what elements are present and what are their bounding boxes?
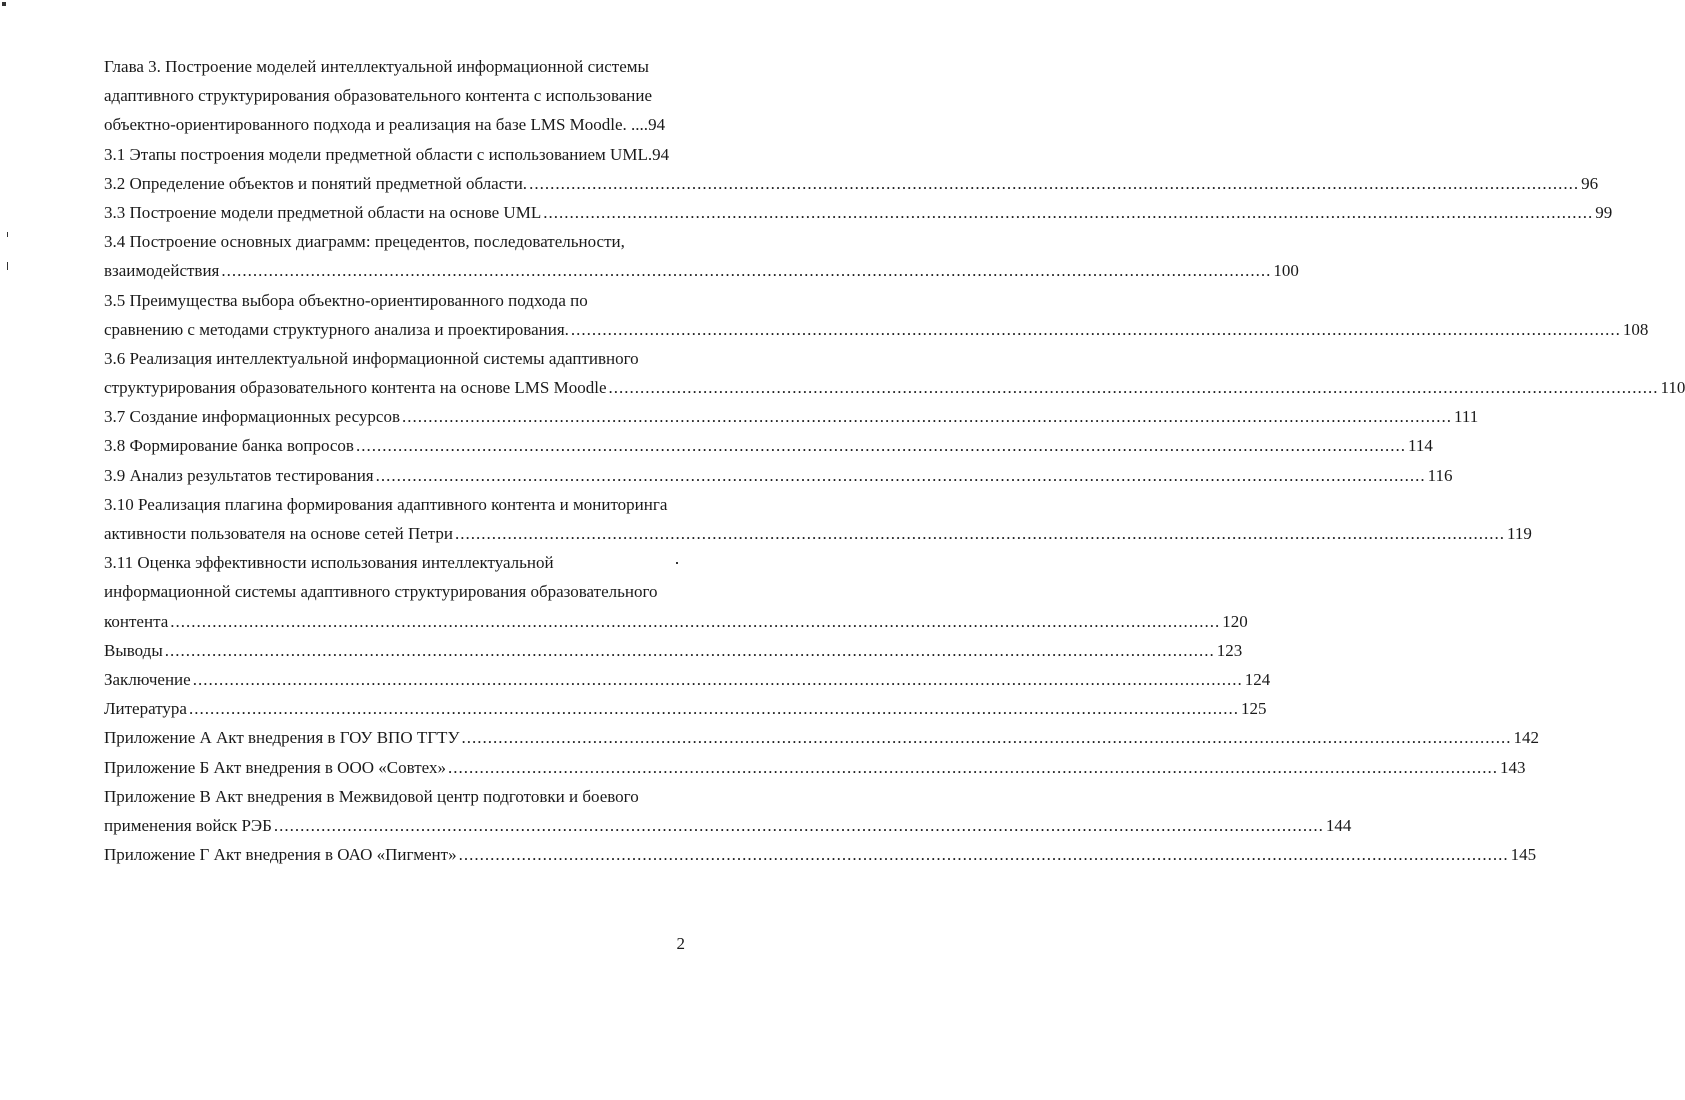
toc-entry-page: 124 [1244,669,1271,689]
toc-entry-page: 125 [1240,699,1267,719]
toc-line [104,577,685,606]
toc-line [104,461,1453,490]
toc-line [104,256,1299,285]
toc-entry-page: 143 [1499,757,1526,777]
toc-entry-title: активности пользователя на основе сетей Петри [104,524,453,543]
scan-artifact [2,2,6,6]
toc-entry-title: информационной системы адаптивного структурирования образовательного [104,582,658,602]
toc-entry [104,636,1243,665]
toc-line [104,52,685,81]
toc-entry-title: 3.11 Оценка эффективности использования интеллектуальной [104,553,554,573]
toc-dot-leader [402,402,1452,431]
toc-entry-page: 142 [1513,728,1539,748]
toc-dot-leader [609,373,1659,402]
toc-line [104,548,685,577]
toc-line [104,753,1526,782]
toc-line [104,519,1532,548]
toc-entry-title: объектно-ориентированного подхода и реализация на базе LMS Moodle. .... [104,115,649,135]
toc-entry-page: 144 [1325,815,1352,835]
toc-entry-page: 94 [648,115,666,135]
toc-entry [104,140,685,169]
toc-entry-title: структурирования образовательного контента на основе LMS Moodle [104,378,607,398]
toc-entry-page: 100 [1273,261,1299,281]
toc-entry-page: 110 [1660,378,1685,398]
toc-entry-title: 3.4 Построение основных диаграмм: прецедентов, последовательности, [104,232,625,252]
toc-entry [104,431,1433,460]
toc-line [104,607,1248,636]
toc-entry-page: 96 [1581,173,1599,193]
toc-entry [104,52,685,140]
toc-dot-leader [189,694,1239,723]
toc-entry [104,490,1532,548]
toc-entry-title: Литература [104,699,187,719]
toc-line [104,373,1685,402]
toc-line [104,840,1537,869]
toc-entry-title: 3.6 Реализация интеллектуальной информационной системы адаптивного [104,348,639,368]
toc-dot-leader [356,431,1406,460]
toc-entry-title: 3.2 Определение объектов и понятий предметной области. [104,173,528,193]
toc-entry [104,840,1537,869]
toc-entry-page: 120 [1222,611,1248,631]
toc-entry-title: Выводы [104,640,163,660]
toc-entry-page: 108 [1622,319,1649,339]
toc-entry-title: взаимодействия [104,261,220,281]
toc-entry-page: 94 [652,144,670,164]
toc-entry [104,286,1649,344]
toc-line [104,665,1271,694]
toc-dot-leader [459,840,1509,869]
toc-entry-title: 3.9 Анализ результатов тестирования [104,465,374,485]
toc-entry [104,344,1685,402]
toc-line [104,81,685,110]
toc-dot-leader [461,723,1511,752]
toc-entry-title: сравнению с методами структурного анализа и проектирования. [104,319,569,339]
toc-line [104,140,685,169]
toc-entry-page: 119 [1507,524,1532,543]
toc-entry-page: 145 [1510,845,1537,865]
toc-line [104,490,685,519]
toc-entry [104,723,1539,752]
toc-dot-leader [455,519,1505,548]
toc-entry-title: Приложение В Акт внедрения в Межвидовой центр подготовки и боевого [104,786,639,806]
toc-line [104,636,1243,665]
toc-entry-title: Приложение Г Акт внедрения в ОАО «Пигмент» [104,845,457,865]
toc-line [104,315,1649,344]
toc-entry-title: применения войск РЭБ [104,815,272,835]
toc-entry-title: контента [104,611,169,631]
page-number: 2 [676,934,685,953]
toc-dot-leader [274,811,1324,840]
toc-dot-leader [448,753,1498,782]
toc-line [104,286,685,315]
toc-entry [104,753,1526,782]
toc-entry [104,227,1299,285]
toc-line [104,402,1479,431]
toc-line [104,169,1599,198]
toc-entry [104,782,1352,840]
toc-line [104,694,1267,723]
toc-entry-title: Глава 3. Построение моделей интеллектуальной информационной системы [104,57,649,76]
toc-entry-title: адаптивного структурирования образовательного контента с использование [104,86,653,106]
toc-dot-leader [376,461,1426,490]
toc-entry [104,665,1271,694]
toc-dot-leader [529,169,1579,198]
toc-dot-leader [170,607,1220,636]
toc-entry-title: 3.1 Этапы построения модели предметной области с использованием UML. [104,144,653,164]
toc-line [104,782,685,811]
toc-entry-page: 99 [1595,202,1613,222]
table-of-contents [104,52,1685,869]
toc-entry-title: 3.8 Формирование банка вопросов [104,436,354,456]
toc-entry [104,402,1479,431]
toc-entry [104,169,1599,198]
toc-entry-page: 116 [1427,465,1453,485]
toc-entry-title: 3.10 Реализация плагина формирования адаптивного контента и мониторинга [104,494,668,514]
toc-dot-leader [165,636,1215,665]
toc-dot-leader [543,198,1593,227]
toc-dot-leader [193,665,1243,694]
toc-entry-title: 3.5 Преимущества выбора объектно-ориентированного подхода по [104,290,588,310]
toc-line [104,198,1613,227]
toc-entry-title: Приложение А Акт внедрения в ГОУ ВПО ТГТУ [104,728,460,748]
toc-line [104,227,685,256]
toc-entry-page: 114 [1407,436,1433,456]
toc-entry-title: Заключение [104,669,191,689]
toc-entry [104,198,1613,227]
toc-entry-title: Приложение Б Акт внедрения в ООО «Совтех» [104,757,446,777]
toc-entry-title: 3.3 Построение модели предметной области на основе UML [104,202,542,222]
scan-artifact [7,262,8,270]
toc-entry-page: 123 [1216,640,1243,660]
toc-entry-title: 3.7 Создание информационных ресурсов [104,407,400,427]
toc-dot-leader [571,315,1621,344]
toc-line [104,344,685,373]
toc-line [104,110,685,139]
toc-entry [104,548,1248,636]
scan-artifact [7,232,8,237]
toc-entry [104,694,1267,723]
toc-entry-page: 111 [1454,407,1479,427]
toc-line [104,431,1433,460]
toc-dot-leader [221,256,1271,285]
toc-line [104,723,1539,752]
toc-line [104,811,1352,840]
toc-entry [104,461,1453,490]
